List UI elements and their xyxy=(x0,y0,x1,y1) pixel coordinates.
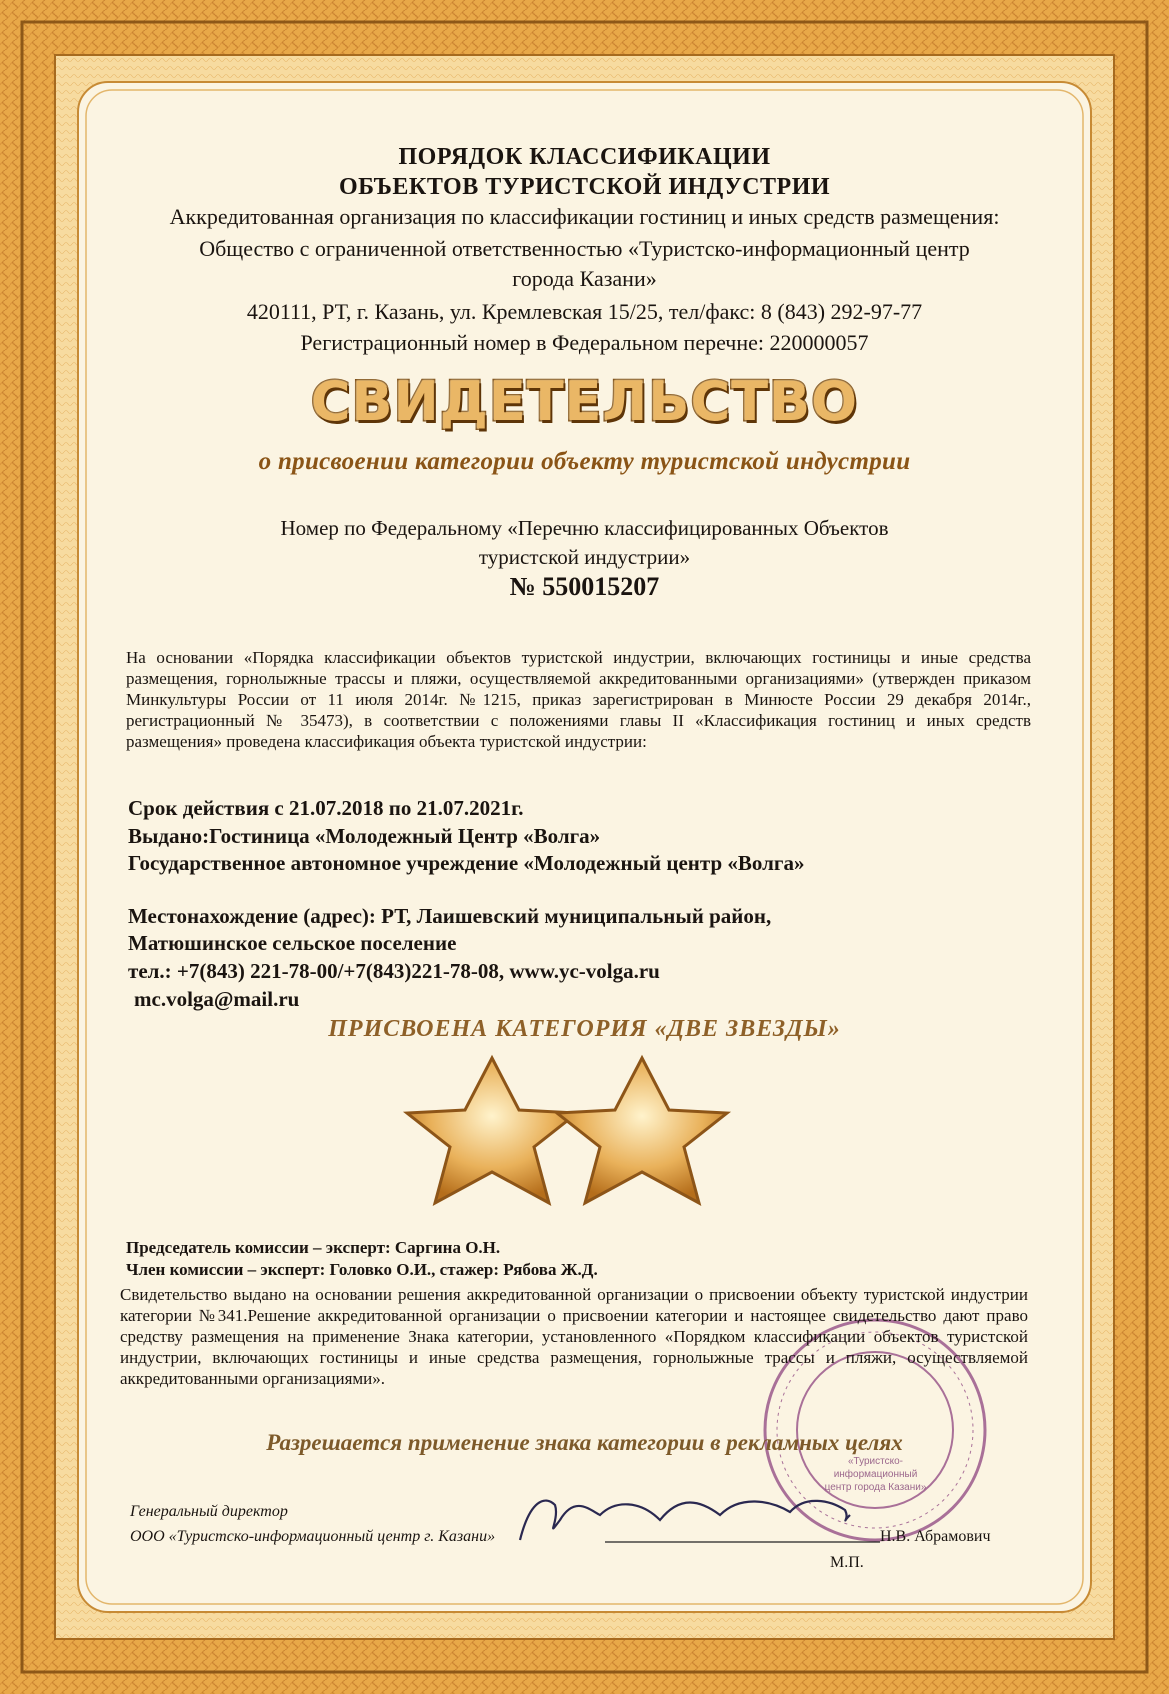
location-line-1: Местонахождение (адрес): РТ, Лаишевский муниципальный район, xyxy=(128,904,772,928)
category-label: ПРИСВОЕНА КАТЕГОРИЯ «ДВЕ ЗВЕЗДЫ» xyxy=(328,1016,841,1042)
mp-mark: М.П. xyxy=(830,1554,864,1571)
federal-line-2: туристской индустрии» xyxy=(478,545,691,569)
issued-to: Выдано:Гостиница «Молодежный Центр «Волга» xyxy=(128,824,601,848)
decision-text: Свидетельство выдано на основании решения аккредитованной организации о присвоении объекту туристской индустрии категории №341.Решение аккредитованной организации о присвоении категории и настоящее свидетельство дают право средству размещения на применение Знака категории, установленного «Порядком классификации объектов туристской индустрии, включающих гостиницы и иные средства размещения, горнолыжные трассы и пляжи, осуществляемой аккредитованными организациями». xyxy=(120,1285,1028,1388)
commission-member: Член комиссии – эксперт: Головко О.И., стажер: Рябова Ж.Д. xyxy=(126,1260,598,1279)
email-line: mc.volga@mail.ru xyxy=(134,987,300,1011)
basis-text: На основании «Порядка классификации объектов туристской индустрии, включающих гостиницы и иные средства размещения, горнолыжные трассы и пляжи, осуществляемой аккредитованными организациями» (утвержден приказом Минкультуры России от 11 июля 2014г. №1215, приказ зарегистрирован в Минюсте России 29 декабря 2014г., регистрационный № 35473), в соответствии с положениями главы II «Классификация гостиниц и иных средств размещения» проведена классификация объекта туристской индустрии: xyxy=(126,648,1031,751)
signer-position: Генеральный директор xyxy=(130,1503,288,1520)
signer-organization: ООО «Туристско-информационный центр г. Казани» xyxy=(130,1528,496,1545)
federal-line-1: Номер по Федеральному «Перечню классифицированных Объектов xyxy=(280,516,889,540)
allowed-usage: Разрешается применение знака категории в рекламных целях xyxy=(266,1430,903,1455)
commission-chair: Председатель комиссии – эксперт: Саргина О.Н. xyxy=(126,1238,501,1257)
certificate-title: СВИДЕТЕЛЬСТВО xyxy=(310,370,859,433)
org-line-2: Общество с ограниченной ответственностью «Туристско-информационный центр xyxy=(199,236,970,261)
org-line-1: Аккредитованная организация по классификации гостиниц и иных средств размещения: xyxy=(169,204,1000,229)
institution: Государственное автономное учреждение «Молодежный центр «Волга» xyxy=(128,851,805,875)
header-line-1: ПОРЯДОК КЛАССИФИКАЦИИ xyxy=(398,144,771,170)
certificate-number: № 550015207 xyxy=(509,572,660,601)
phone-line: тел.: +7(843) 221-78-00/+7(843)221-78-08, www.yc-volga.ru xyxy=(128,959,660,983)
location-line-2: Матюшинское сельское поселение xyxy=(128,931,457,955)
validity: Срок действия с 21.07.2018 по 21.07.2021г. xyxy=(128,796,524,820)
org-line-3: города Казани» xyxy=(512,266,657,291)
org-address: 420111, РТ, г. Казань, ул. Кремлевская 15/25, тел/факс: 8 (843) 292-97-77 xyxy=(246,299,923,324)
signer-name: Н.В. Абрамович xyxy=(880,1528,991,1545)
certificate-subtitle: о присвоении категории объекту туристской индустрии xyxy=(258,448,911,475)
org-registration: Регистрационный номер в Федеральном перечне: 220000057 xyxy=(300,330,869,355)
stamp-text: «Туристско- информационный центр города Казани» xyxy=(824,1456,927,1493)
header-line-2: ОБЪЕКТОВ ТУРИСТСКОЙ ИНДУСТРИИ xyxy=(338,174,831,200)
